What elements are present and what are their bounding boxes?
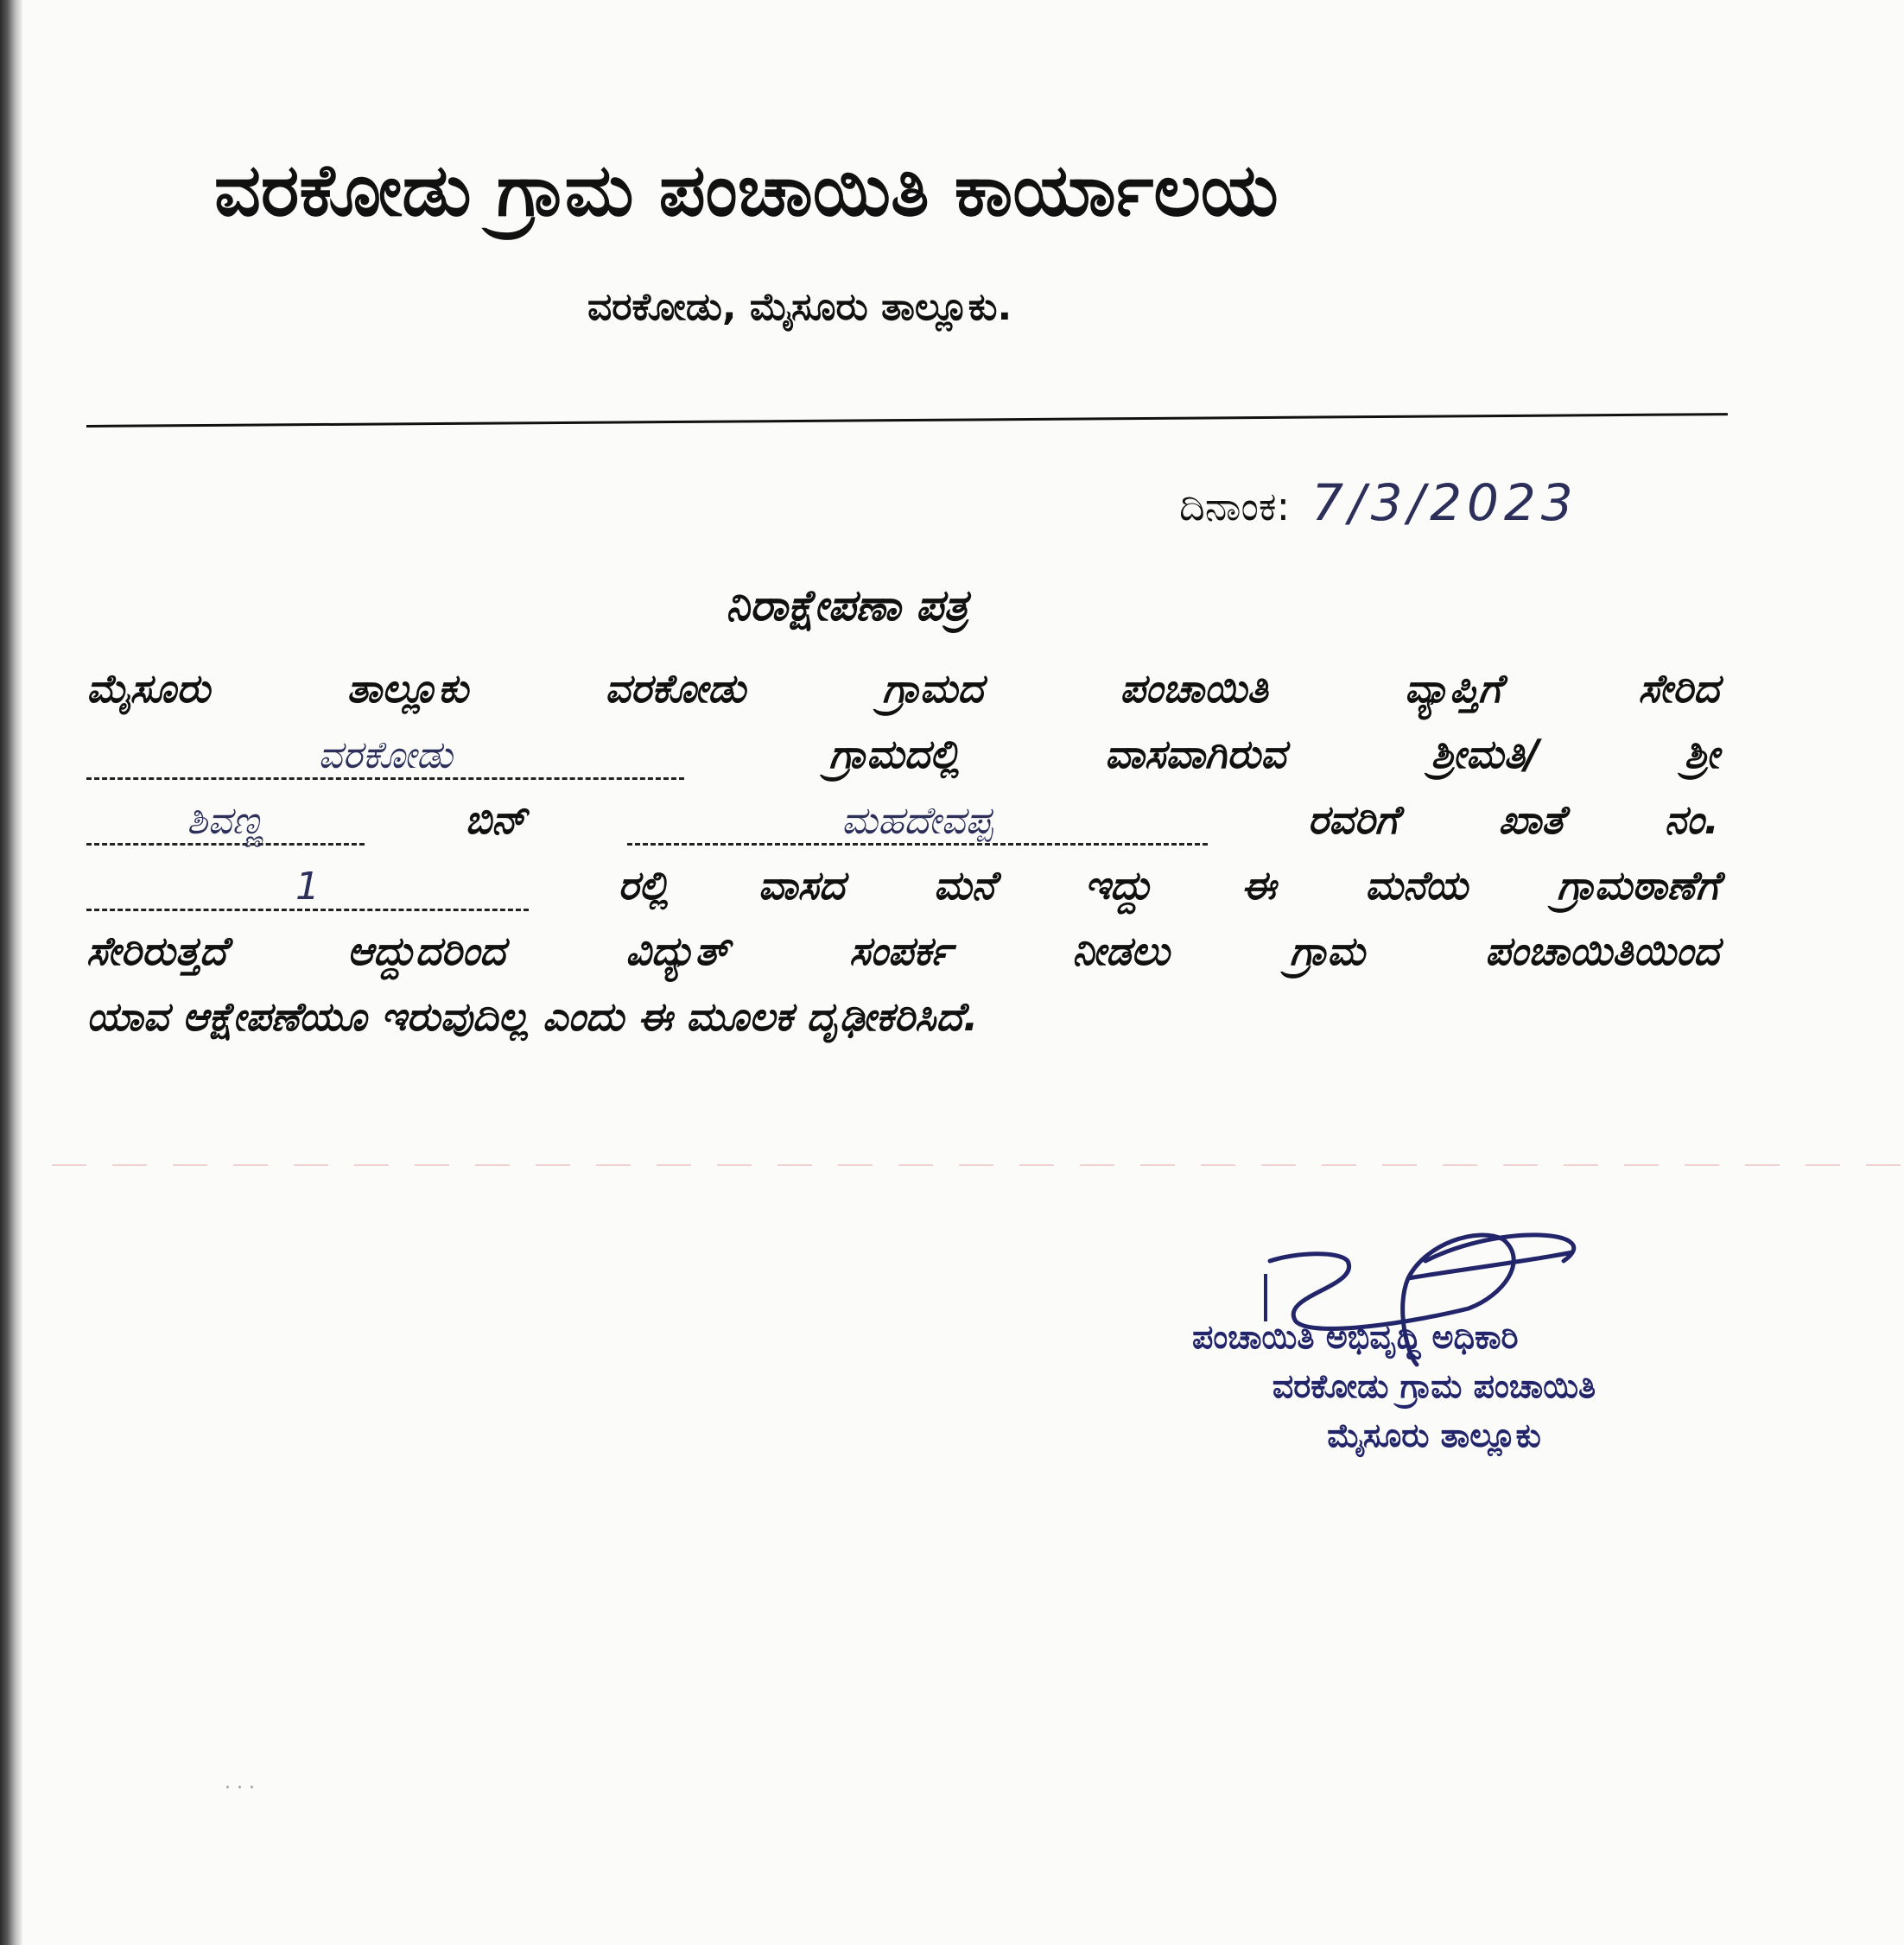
body-word: ಸಂಪರ್ಕ [849,928,952,974]
body-word: ಪಂಚಾಯಿತಿಯಿಂದ [1485,928,1719,974]
body-word: ಗ್ರಾಮಠಾಣೆಗೆ [1557,862,1719,909]
khata-number-filled-value: 1 [295,865,320,909]
document-heading: ನಿರಾಕ್ಷೇಪಣಾ ಪತ್ರ [726,580,968,630]
khata-number-blank [86,862,529,911]
father-name-blank [627,796,1208,846]
office-title: ವರಕೋಡು ಗ್ರಾಮ ಪಂಚಾಯಿತಿ ಕಾರ್ಯಾಲಯ [214,148,1279,232]
paper-speck: · · · [225,1777,255,1799]
body-word: ಗ್ರಾಮ [1290,928,1365,974]
body-line-2 [86,731,1719,796]
officer-seal [1192,1313,1676,1460]
body-word: ರಲ್ಲಿ [618,862,670,909]
date-value: 7/3/2023 [1311,473,1578,532]
body-word: ಶ್ರೀ [1684,731,1719,777]
body-word: ಆದ್ದುದರಿಂದ [346,928,505,974]
body-line-3 [86,796,1719,862]
body-line-5 [86,928,1719,993]
body-word: ನಂ. [1664,796,1719,843]
body-word: ವಾಸವಾಗಿರುವ [1104,731,1286,777]
page-binding-edge [0,0,22,1945]
body-word: ಖಾತೆ [1498,796,1564,843]
body-word: ಈ [1241,862,1276,909]
seal-designation: ಪಂಚಾಯಿತಿ ಅಭಿವೃದ್ಧಿ ಅಧಿಕಾರಿ [1192,1318,1519,1356]
body-word: ಸೇರಿದ [1638,665,1719,712]
body-line-6 [86,993,1719,1059]
paper-fold-line [52,1164,1901,1166]
body-word: ತಾಲ್ಲೂಕು [346,665,468,712]
body-word: ಇದ್ದು [1084,862,1152,909]
name-blank [86,796,365,846]
body-word: ವಾಸದ [758,862,845,909]
body-word: ಪಂಚಾಯಿತಿ [1120,665,1268,712]
body-word: ಬಿನ್ [465,796,527,843]
village-blank [86,731,684,780]
body-line-1 [86,665,1719,731]
body-word: ರವರಿಗೆ [1307,796,1399,843]
body-word: ಗ್ರಾಮದ [882,665,984,712]
date-label: ದಿನಾಂಕ: [1179,483,1291,529]
certificate-body [86,665,1719,1059]
date-row [1179,473,1578,532]
body-word: ಗ್ರಾಮದಲ್ಲಿ [828,731,961,777]
body-word: ನೀಡಲು [1072,928,1170,974]
header-divider [86,413,1728,428]
seal-taluk: ಮೈಸೂರು ತಾಲ್ಲೂಕು [1327,1416,1541,1454]
seal-panchayat: ವರಕೋಡು ಗ್ರಾಮ ಪಂಚಾಯಿತಿ [1272,1367,1596,1405]
body-word: ವರಕೋಡು [605,665,746,712]
father-name-filled-value: ಮಹದೇವಪ್ಪ [841,799,993,843]
body-word: ಮನೆಯ [1365,862,1469,909]
body-word: ಶ್ರೀಮತಿ/ [1431,731,1539,777]
body-line-4 [86,862,1719,928]
body-word: ವಿದ್ಯುತ್ [625,928,729,974]
body-word: ಮೈಸೂರು [86,665,211,712]
village-filled-value: ವರಕೋಡು [318,733,453,777]
name-filled-value: ಶಿವಣ್ಣ [187,799,264,843]
office-address: ವರಕೋಡು, ಮೈಸೂರು ತಾಲ್ಲೂಕು. [587,285,1012,329]
body-word: ಸೇರಿರುತ್ತದೆ [86,928,227,974]
body-word: ಮನೆ [933,862,995,909]
body-closing-sentence: ಯಾವ ಆಕ್ಷೇಪಣೆಯೂ ಇರುವುದಿಲ್ಲ ಎಂದು ಈ ಮೂಲಕ ದೃಢೀಕರಿಸಿದೆ. [86,993,979,1040]
body-word: ವ್ಯಾಪ್ತಿಗೆ [1404,665,1502,712]
